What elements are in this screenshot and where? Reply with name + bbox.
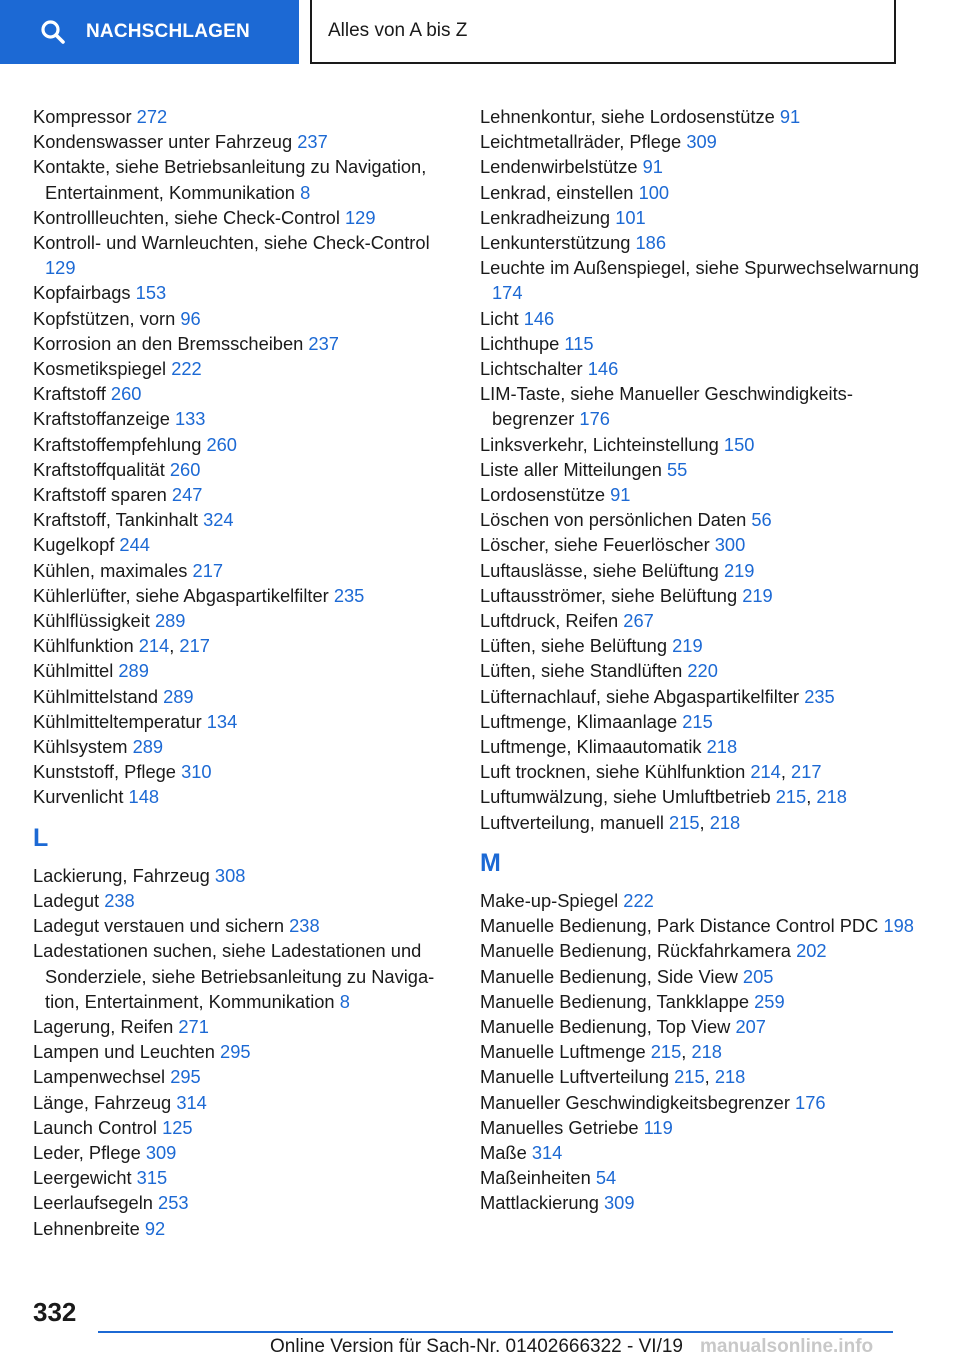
index-entry [33, 154, 453, 204]
index-entry-term: Lenkunterstützung [480, 232, 631, 254]
page-link[interactable]: 150 [723, 433, 755, 455]
page-link[interactable]: 8 [339, 990, 350, 1012]
index-entry-term: Kugelkopf [33, 534, 115, 556]
index-entry-term: Lackierung, Fahrzeug [33, 864, 210, 886]
section-letter: L [33, 823, 49, 852]
index-entry-term: Linksverkehr, Lichteinstellung [480, 433, 719, 455]
index-entry [33, 888, 453, 913]
page-link[interactable]: 217 [791, 761, 822, 783]
page-link[interactable]: 237 [308, 332, 339, 354]
index-entry [33, 104, 453, 129]
page-link[interactable]: 129 [45, 257, 76, 279]
index-entry [480, 938, 920, 963]
index-entry-term: Kurvenlicht [33, 786, 124, 808]
page-link[interactable]: 91 [779, 106, 801, 127]
page-link[interactable]: 289 [154, 610, 186, 632]
index-entry [33, 608, 453, 633]
index-entry [480, 482, 920, 507]
page-link[interactable]: 174 [492, 282, 523, 304]
page-link[interactable]: 215 [682, 710, 713, 732]
index-entry [480, 734, 920, 759]
online-version-note: Online Version für Sach-Nr. 01402666322 - VI/19 [270, 1336, 683, 1357]
index-entry-term: Kosmetikspiegel [33, 358, 167, 380]
index-entry-term: Kühlen, maximales [33, 559, 188, 581]
index-entry-term: Kühlmittel [33, 660, 114, 682]
index-entry-term: Kühlmitteltemperatur [33, 710, 202, 732]
page-link[interactable]: 91 [610, 484, 631, 506]
index-entry-term: Luft trocknen, siehe Kühlfunktion [480, 761, 746, 783]
page-link[interactable]: 214 [750, 761, 781, 783]
index-entry [33, 331, 453, 356]
index-entry [33, 1165, 453, 1190]
page-link[interactable]: 176 [579, 408, 610, 430]
index-entry [33, 709, 453, 734]
index-entry-term: Luftverteilung, manuell [480, 811, 664, 833]
index-entry-term: Luftmenge, Klimaanlage [480, 710, 678, 732]
index-entry [33, 306, 453, 331]
index-entry-term: Kühlfunktion [33, 635, 134, 657]
footer-divider [98, 1331, 893, 1333]
index-entry [480, 964, 920, 989]
index-entry-term: Lehnenbreite [33, 1217, 140, 1239]
index-entry [480, 432, 920, 457]
page-link[interactable]: 198 [883, 915, 914, 937]
page-link[interactable]: 260 [206, 433, 237, 455]
page-link[interactable]: 218 [691, 1041, 722, 1063]
page-link[interactable]: 186 [635, 232, 667, 254]
index-entry [480, 129, 920, 154]
index-entry [480, 558, 920, 583]
page-link[interactable]: 300 [714, 534, 746, 556]
index-entry [33, 280, 453, 305]
page-link[interactable]: 129 [344, 206, 376, 228]
index-entry-term: Kompressor [33, 106, 132, 127]
index-entry-term: Make-up-Spiegel [480, 889, 619, 911]
index-entry-term: Kühlerlüfter, siehe Abgaspartikelfilter [33, 584, 329, 606]
index-entry [480, 608, 920, 633]
index-entry [480, 583, 920, 608]
page-link[interactable]: 310 [181, 761, 212, 783]
index-entry [480, 658, 920, 683]
index-entry-term: Kondenswasser unter Fahrzeug [33, 131, 293, 153]
index-column-right [480, 104, 920, 1216]
index-entry-term: Manuelles Getriebe [480, 1116, 639, 1138]
index-entry [33, 863, 453, 888]
index-entry-term: Manuelle Bedienung, Side View [480, 965, 738, 987]
index-entry [480, 684, 920, 709]
page-link[interactable]: 220 [687, 660, 718, 682]
page-link[interactable]: 244 [119, 534, 150, 556]
index-entry [33, 129, 453, 154]
index-entry: Kühlfunktion 214, 217 [33, 635, 210, 657]
index-entry-term: Luftauslässe, siehe Belüftung [480, 559, 719, 581]
index-entry-term: Luftumwälzung, siehe Umluftbetrieb [480, 786, 771, 808]
page-link[interactable]: 214 [138, 635, 170, 657]
index-entry-term: Lüften, siehe Standlüften [480, 660, 683, 682]
index-entry [480, 306, 920, 331]
page-link[interactable]: 205 [742, 965, 774, 987]
index-entry-term: Ladegut verstauen und sichern [33, 915, 285, 937]
page-link[interactable]: 238 [289, 915, 320, 937]
page-link[interactable]: 219 [723, 559, 755, 581]
index-entry-term: Kühlmittelstand [33, 685, 158, 707]
index-entry [33, 381, 453, 406]
index-entry [480, 1090, 920, 1115]
page-link[interactable]: 237 [297, 131, 328, 153]
page-link[interactable]: 247 [171, 484, 203, 506]
page-link[interactable]: 314 [531, 1141, 563, 1163]
index-entry-term: Lampen und Leuchten [33, 1041, 215, 1063]
index-entry [33, 1039, 453, 1064]
index-entry-term: Lampenwechsel [33, 1066, 166, 1088]
page-link[interactable]: 315 [136, 1167, 168, 1189]
page-link[interactable]: 238 [104, 889, 135, 911]
index-entry [33, 1014, 453, 1039]
page-link[interactable]: 176 [795, 1091, 826, 1113]
index-entry [33, 684, 453, 709]
index-entry [33, 558, 453, 583]
nachschlagen-button[interactable] [0, 0, 299, 64]
index-entry [480, 709, 920, 734]
page-link[interactable]: 215 [674, 1066, 705, 1088]
page-link[interactable]: 115 [564, 332, 594, 354]
index-entry [480, 913, 920, 938]
index-entry-term: Kontroll- und Warnleuchten, siehe Check-Control [33, 232, 430, 254]
breadcrumb-label: Alles von A bis Z [328, 20, 468, 41]
index-entry [33, 938, 453, 1014]
index-entry-term: Kopfairbags [33, 282, 131, 304]
page-link[interactable]: 91 [642, 156, 663, 178]
page-link[interactable]: 309 [686, 131, 717, 153]
index-entry-term: Korrosion an den Bremsscheiben [33, 332, 304, 354]
page-link[interactable]: 215 [775, 786, 807, 808]
index-entry [33, 532, 453, 557]
index-entry [480, 633, 920, 658]
page-link[interactable]: 125 [162, 1116, 193, 1138]
index-entry-term: Leichtmetallräder, Pflege [480, 131, 682, 153]
index-entry [33, 432, 453, 457]
index-entry-term: Manuelle Bedienung, Rückfahrkamera [480, 940, 791, 962]
page-link[interactable]: 235 [333, 584, 365, 606]
index-entry-term: Lichtschalter [480, 358, 583, 380]
index-entry: Manuelle Luftverteilung 215, 218 [480, 1066, 746, 1088]
page-link[interactable]: 219 [742, 584, 773, 606]
index-entry-term: Maße [480, 1141, 527, 1163]
index-entry-term: Licht [480, 307, 519, 329]
index-entry [33, 1140, 453, 1165]
page-link[interactable]: 217 [192, 559, 224, 581]
index-entry [33, 784, 453, 809]
index-entry [480, 230, 920, 255]
index-entry-term: Manuelle Luftmenge [480, 1041, 646, 1063]
page-link[interactable]: 54 [595, 1167, 617, 1189]
index-entry [480, 1014, 920, 1039]
page-link[interactable]: 295 [220, 1041, 251, 1063]
page-link[interactable]: 259 [754, 990, 785, 1012]
page-link[interactable]: 96 [180, 307, 201, 329]
index-entry [480, 532, 920, 557]
index-entry-term: Leerlaufsegeln [33, 1192, 153, 1214]
page-link[interactable]: 222 [623, 889, 654, 911]
index-entry-term: Kraftstoff, Tankinhalt [33, 509, 198, 531]
index-entry-term: LIM-Taste, siehe Manueller Geschwindigkeitsbegrenzer [480, 383, 853, 430]
index-entry-term: Manuelle Bedienung, Tankklappe [480, 990, 750, 1012]
index-entry-term: Lichthupe [480, 332, 560, 354]
index-entry-term: Kühlflüssigkeit [33, 610, 150, 632]
page-link[interactable]: 272 [136, 106, 168, 127]
page-link[interactable]: 92 [144, 1217, 166, 1239]
page-link[interactable]: 119 [643, 1116, 673, 1138]
index-entry-term: Manuelle Bedienung, Top View [480, 1015, 731, 1037]
index-entry [480, 356, 920, 381]
page-link[interactable]: 100 [638, 181, 670, 203]
page-link[interactable]: 146 [523, 307, 555, 329]
index-entry-term: Launch Control [33, 1116, 157, 1138]
index-entry-term: Lagerung, Reifen [33, 1015, 174, 1037]
page-link[interactable]: 308 [214, 864, 246, 886]
page-link[interactable]: 218 [706, 736, 738, 758]
index-entry [33, 1064, 453, 1089]
page-link[interactable]: 289 [132, 736, 164, 758]
index-entry [480, 1190, 920, 1215]
index-entry-term: Lüften, siehe Belüftung [480, 635, 668, 657]
page-link[interactable]: 289 [163, 685, 194, 707]
index-entry [33, 658, 453, 683]
index-entry-term: Luftmenge, Klimaautomatik [480, 736, 702, 758]
index-entry: Manuelle Luftmenge 215, 218 [480, 1041, 722, 1063]
page-link[interactable]: 218 [709, 811, 741, 833]
index-entry-term: Löscher, siehe Feuerlöscher [480, 534, 710, 556]
page-link[interactable]: 101 [615, 206, 646, 228]
index-entry-term: Kopfstützen, vorn [33, 307, 176, 329]
index-entry-term: Ladegut [33, 889, 100, 911]
page-link[interactable]: 148 [128, 786, 160, 808]
page-link[interactable]: 324 [203, 509, 234, 531]
index-entry [480, 255, 920, 305]
index-entry-term: Kontrollleuchten, siehe Check-Control [33, 206, 340, 228]
index-entry [33, 457, 453, 482]
index-entry [33, 1216, 453, 1241]
index-entry [480, 331, 920, 356]
index-entry-term: Luftausströmer, siehe Belüftung [480, 584, 738, 606]
index-entry-term: Kraftstoff [33, 383, 106, 405]
page-link[interactable]: 235 [804, 685, 835, 707]
index-entry [33, 1090, 453, 1115]
page-link[interactable]: 314 [176, 1091, 207, 1113]
page-link[interactable]: 56 [751, 509, 772, 531]
index-entry-term: Lüfternachlauf, siehe Abgaspartikelfilter [480, 685, 800, 707]
index-entry [33, 913, 453, 938]
index-entry-term: Leder, Pflege [33, 1141, 141, 1163]
index-entry [33, 230, 453, 280]
index-entry [480, 180, 920, 205]
index-entry [33, 482, 453, 507]
index-entry: Luftverteilung, manuell 215, 218 [480, 811, 741, 833]
page-link[interactable]: 202 [796, 940, 827, 962]
index-column-left [33, 104, 453, 1241]
index-entry-term: Kunststoff, Pflege [33, 761, 176, 783]
page-link[interactable]: 271 [178, 1015, 209, 1037]
header [0, 0, 960, 66]
index-entry [480, 1115, 920, 1140]
index-entry [480, 1165, 920, 1190]
page-link[interactable]: 134 [206, 710, 238, 732]
index-entry-term: Mattlackierung [480, 1192, 599, 1214]
index-entry [480, 154, 920, 179]
page-link[interactable]: 55 [667, 458, 688, 480]
page-link[interactable]: 309 [145, 1141, 177, 1163]
index-entry-term: Kraftstoffempfehlung [33, 433, 202, 455]
index-entry-term: Luftdruck, Reifen [480, 610, 619, 632]
index-entry-term: Ladestationen suchen, siehe Ladestationen und Sonderziele, siehe Betriebsanleitung zu Navigation, Entertainment, Kommunikation [33, 940, 435, 1012]
index-entry-term: Lenkradheizung [480, 206, 611, 228]
index-entry [480, 381, 920, 431]
index-entry [480, 104, 920, 129]
index-entry [33, 1190, 453, 1215]
index-entry [33, 1115, 453, 1140]
watermark: manualsonline.info [700, 1336, 874, 1357]
index-entry-term: Maßeinheiten [480, 1167, 591, 1189]
page-link[interactable]: 8 [300, 181, 311, 203]
index-entry-term: Manueller Geschwindigkeitsbegrenzer [480, 1091, 790, 1113]
index-entry: Luftumwälzung, siehe Umluftbetrieb 215, 218 [480, 786, 847, 808]
page-link[interactable]: 219 [672, 635, 703, 657]
index-entry [33, 406, 453, 431]
index-entry-term: Kraftstoff sparen [33, 484, 167, 506]
index-entry-term: Leergewicht [33, 1167, 132, 1189]
index-entry [480, 507, 920, 532]
page-link[interactable]: 215 [650, 1041, 682, 1063]
index-entry [480, 989, 920, 1014]
index-entry-term: Kraftstoffanzeige [33, 408, 170, 430]
page-link[interactable]: 218 [816, 786, 847, 808]
index-entry-term: Lordosenstütze [480, 484, 606, 506]
search-icon [40, 19, 66, 45]
index-entry-term: Länge, Fahrzeug [33, 1091, 172, 1113]
index-entry-term: Manuelle Bedienung, Park Distance Control PDC [480, 915, 879, 937]
index-entry-term: Lenkrad, einstellen [480, 181, 634, 203]
index-entry-term: Leuchte im Außenspiegel, siehe Spurwechselwarnung [480, 257, 920, 279]
index-entry [33, 507, 453, 532]
index-entry-term: Löschen von persönlichen Daten [480, 509, 747, 531]
page-link[interactable]: 146 [587, 358, 619, 380]
page-link[interactable]: 218 [714, 1066, 746, 1088]
breadcrumb [310, 0, 896, 64]
index-entry-term: Manuelle Luftverteilung [480, 1066, 670, 1088]
index-entry-term: Liste aller Mitteilungen [480, 458, 662, 480]
page-link[interactable]: 217 [179, 635, 210, 657]
page-link[interactable]: 260 [110, 383, 142, 405]
index-entry-term: Kontakte, siehe Betriebsanleitung zu Navigation, Entertainment, Kommunikation [33, 156, 427, 203]
index-entry [480, 1140, 920, 1165]
nachschlagen-label: NACHSCHLAGEN [86, 21, 250, 42]
page-link[interactable]: 133 [174, 408, 206, 430]
page-link[interactable]: 222 [171, 358, 202, 380]
page-link[interactable]: 289 [118, 660, 149, 682]
index-entry-term: Kraftstoffqualität [33, 458, 165, 480]
index-entry-term: Lehnenkontur, siehe Lordosenstütze [480, 106, 775, 127]
page-link[interactable]: 267 [623, 610, 654, 632]
page-link[interactable]: 295 [170, 1066, 201, 1088]
index-entry [480, 457, 920, 482]
index-entry [480, 205, 920, 230]
index-entry [33, 583, 453, 608]
index-entry-term: Kühlsystem [33, 736, 128, 758]
index-entry [480, 888, 920, 913]
page-link[interactable]: 260 [169, 458, 201, 480]
index-entry [33, 759, 453, 784]
index-entry [33, 356, 453, 381]
page-link[interactable]: 309 [603, 1192, 635, 1214]
index-entry [33, 734, 453, 759]
page-link[interactable]: 253 [158, 1192, 189, 1214]
page-link[interactable]: 153 [135, 282, 167, 304]
index-entry: Luft trocknen, siehe Kühlfunktion 214, 217 [480, 761, 822, 783]
page-number: 332 [33, 1297, 77, 1327]
page-link[interactable]: 207 [735, 1015, 766, 1037]
section-letter: M [480, 848, 501, 877]
index-entry-term: Lendenwirbelstütze [480, 156, 638, 178]
page-link[interactable]: 215 [669, 811, 700, 833]
index-entry [33, 205, 453, 230]
